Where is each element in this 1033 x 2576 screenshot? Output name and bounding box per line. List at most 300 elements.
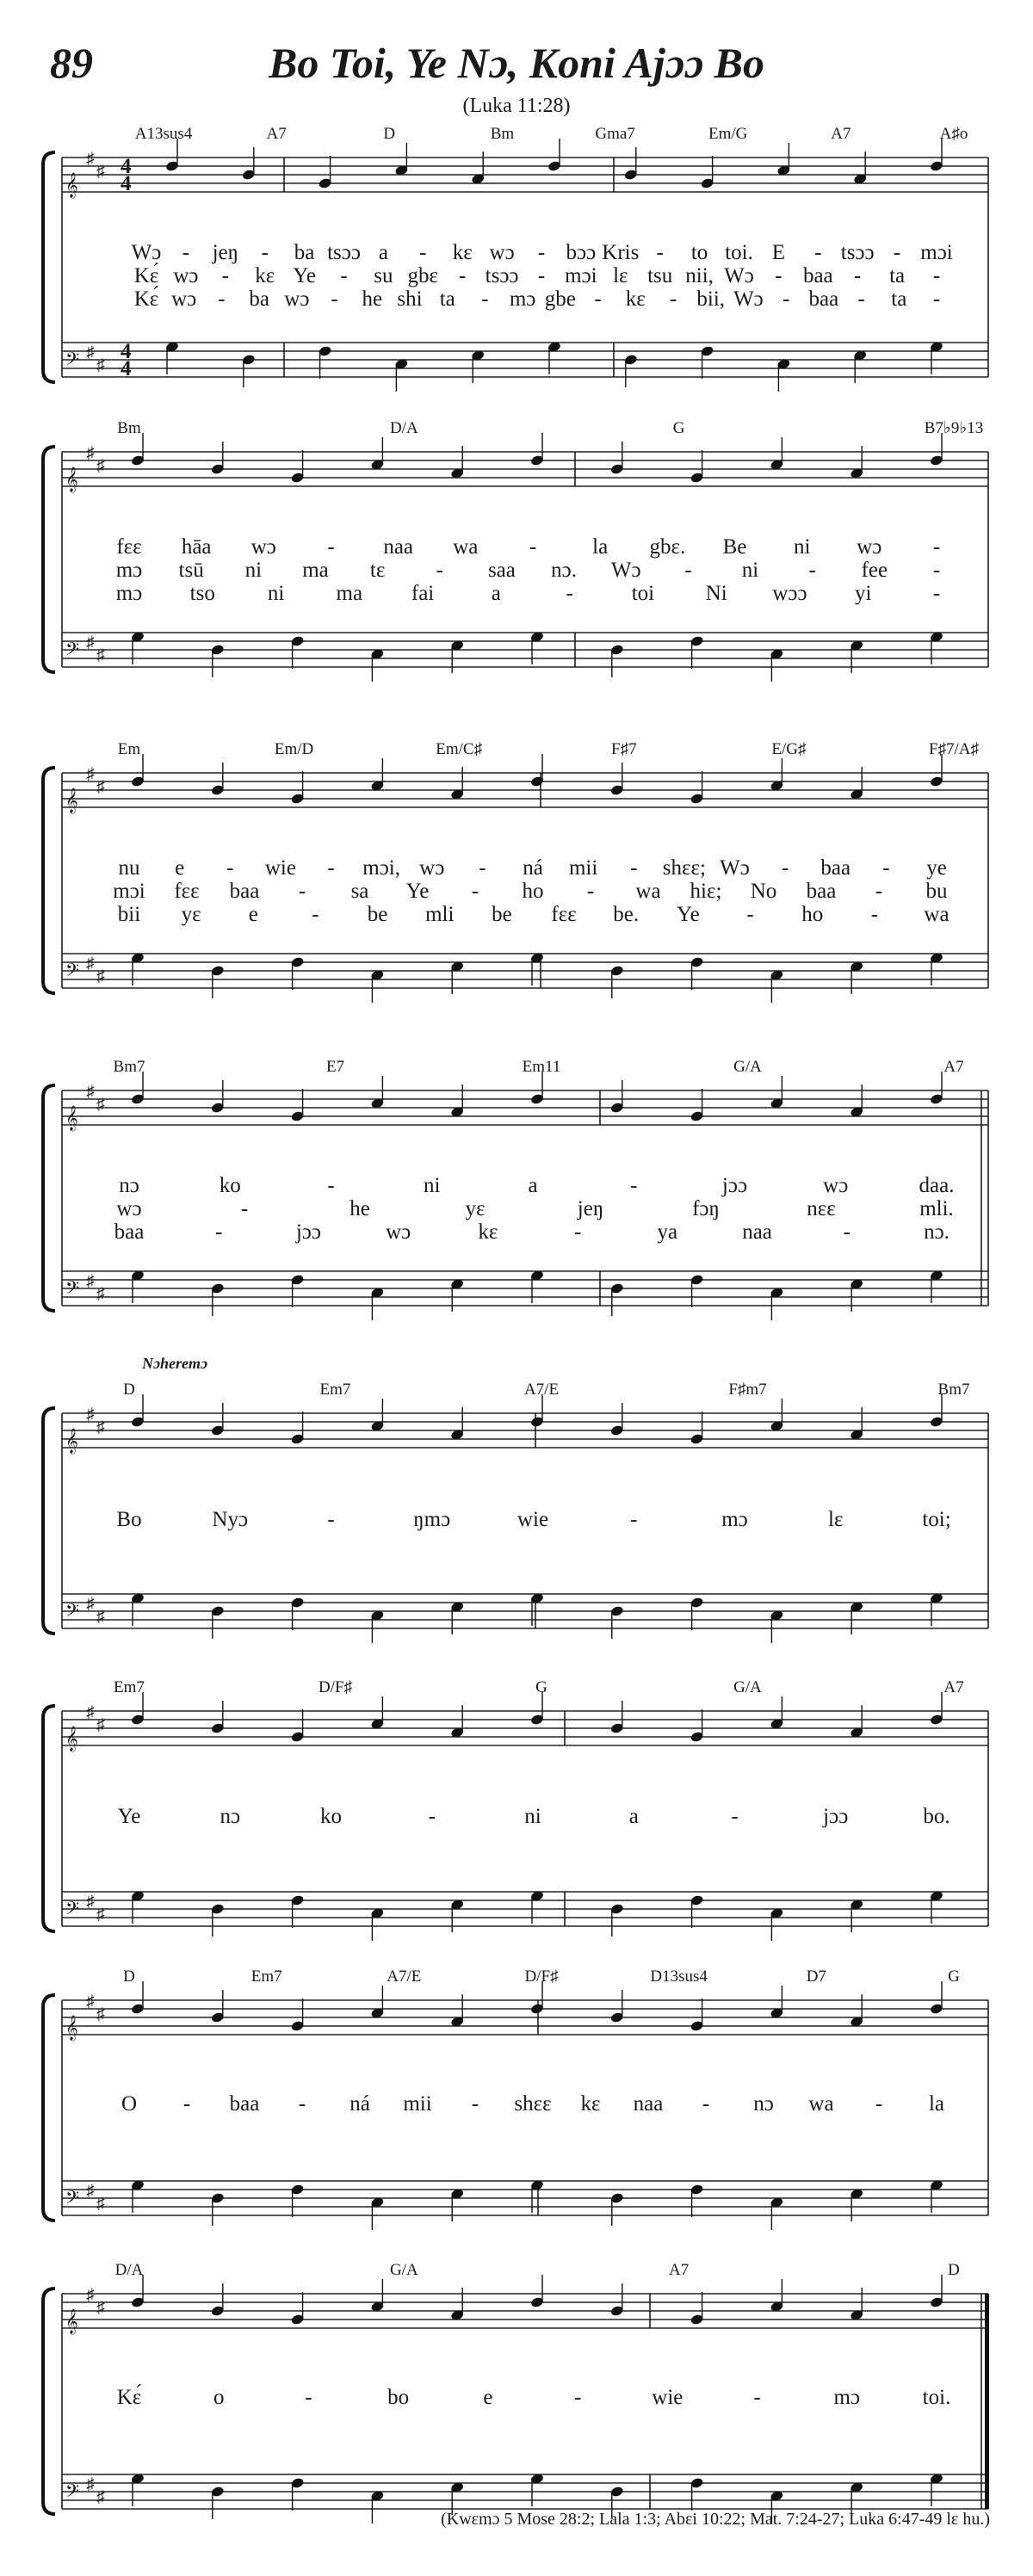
sys1-lyric-syllable: gbɛ <box>407 264 439 287</box>
sys1-time-signature: 4 <box>121 340 132 363</box>
sys3-lyric-syllable: be <box>492 903 512 926</box>
sys3-lyric-syllable: No <box>750 880 777 903</box>
sys3-bass-clef: 𝄢 <box>65 961 80 985</box>
sys6-key-signature: ♯ <box>96 1906 105 1924</box>
sys1-lyric-syllable: - <box>669 287 677 311</box>
sys1-key-signature: ♯ <box>86 343 95 361</box>
sys4-lyric-syllable: a <box>528 1174 538 1197</box>
sys1-lyric-syllable: shi <box>397 287 423 311</box>
sys2-bracket <box>43 447 55 672</box>
sys2-lyric-syllable: ni <box>267 582 285 605</box>
sys5-chord-symbol: Em7 <box>319 1381 351 1399</box>
sys4-lyric-syllable: daa. <box>919 1174 955 1197</box>
sys4-lyric-syllable: jeŋ <box>577 1197 604 1220</box>
sys6-key-signature: ♯ <box>96 1716 105 1734</box>
sys8-chord-symbol: D/A <box>114 2261 144 2279</box>
sys6-chord-symbol: Em7 <box>114 1678 145 1696</box>
sys3-lyric-syllable: Ye <box>677 903 700 926</box>
sys8-chord-symbol: A7 <box>669 2261 690 2279</box>
sys7-lyric-syllable: wa <box>808 2092 834 2116</box>
sys4-chord-symbol: E7 <box>325 1058 345 1076</box>
sys1-lyric-syllable: ba <box>294 241 315 264</box>
sys1-time-signature: 4 <box>121 155 132 178</box>
sys4-lyric-syllable: - <box>843 1220 851 1244</box>
sys4-key-signature: ♯ <box>86 1272 95 1290</box>
sys5-key-signature: ♯ <box>86 1595 95 1613</box>
sys1-lyric-syllable: a <box>378 241 388 264</box>
sys3-lyric-syllable: Wɔ <box>720 856 750 880</box>
sys1-lyric-syllable: - <box>340 264 348 287</box>
sys1-lyric-syllable: - <box>814 241 822 264</box>
sys1-lyric-syllable: wɔ <box>284 287 310 311</box>
sys1-lyric-syllable: - <box>481 287 489 311</box>
sys2-lyric-syllable: - <box>436 559 443 582</box>
sys1-lyric-syllable: kɛ <box>625 287 646 311</box>
sys6-key-signature: ♯ <box>86 1893 95 1911</box>
sys3-lyric-syllable: e <box>248 903 258 926</box>
section-label: Nɔheremɔ <box>142 1355 207 1372</box>
sys1-lyric-syllable: - <box>782 287 790 311</box>
sys4-lyric-syllable: - <box>240 1197 249 1220</box>
sys3-lyric-syllable: sa <box>350 880 369 903</box>
sys1-lyric-syllable: - <box>459 264 467 287</box>
footer-references: (Kwɛmɔ 5 Mose 28:2; Lala 1:3; Abɛi 10:22; Mat. 7:24-27; Luka 6:47-49 lɛ hu.) <box>441 2510 990 2529</box>
sys2-lyric-syllable: hāa <box>181 535 212 559</box>
sys2-lyric-syllable: a <box>491 582 501 605</box>
sys5-lyric-syllable: - <box>630 1508 638 1531</box>
sys8-lyric-syllable: o <box>213 2386 225 2409</box>
sys1-time-signature: 4 <box>121 357 132 380</box>
sys3-lyric-syllable: ná <box>523 856 543 880</box>
sys4-lyric-syllable: yɛ <box>465 1197 486 1220</box>
sys8-lyric-syllable: - <box>305 2386 312 2409</box>
sys1-lyric-syllable: lɛ <box>613 264 628 287</box>
sys1-lyric-syllable: - <box>775 264 782 287</box>
sys1-treble-clef: 𝄞 <box>65 174 78 197</box>
sys2-lyric-syllable: wɔɔ <box>772 582 807 605</box>
sys4-lyric-syllable: - <box>573 1220 582 1244</box>
sys2-lyric-syllable: saa <box>487 559 516 582</box>
sys3-lyric-syllable: ho <box>522 880 544 903</box>
sys3-lyric-syllable: Ye <box>405 880 430 903</box>
sys1-lyric-syllable: - <box>218 287 226 311</box>
sys5-bass-clef: 𝄢 <box>65 1602 80 1625</box>
sys2-lyric-syllable: tɛ <box>369 559 386 582</box>
sys3-lyric-syllable: fɛɛ <box>174 880 200 903</box>
sys5-chord-symbol: F♯m7 <box>728 1381 767 1399</box>
sys1-lyric-syllable: gbe <box>544 287 576 311</box>
sys2-lyric-syllable: - <box>932 559 941 582</box>
sys7-chord-symbol: D13sus4 <box>650 1968 708 1986</box>
sys3-key-signature: ♯ <box>96 778 105 796</box>
sys3-bracket <box>43 768 55 993</box>
sys2-lyric-syllable: Ni <box>705 582 727 605</box>
sys3-lyric-syllable: - <box>781 856 789 880</box>
sys1-lyric-syllable: - <box>419 241 427 264</box>
sys4-lyric-syllable: he <box>349 1197 370 1220</box>
sys2-lyric-syllable: - <box>932 535 941 559</box>
sys6-lyric-syllable: - <box>731 1805 739 1828</box>
sys7-lyric-syllable: nɔ <box>753 2092 774 2116</box>
sys2-lyric-syllable: ma <box>302 559 329 582</box>
sys1-lyric-syllable: bɔɔ <box>566 241 597 264</box>
sys5-chord-symbol: Bm7 <box>937 1381 970 1399</box>
sys1-lyric-syllable: - <box>656 241 664 264</box>
scripture-reference: (Luka 11:28) <box>462 95 571 117</box>
sys2-lyric-syllable: Wɔ <box>610 559 641 582</box>
sys1-lyric-syllable: - <box>537 241 546 264</box>
sys3-chord-symbol: Em/D <box>274 740 314 758</box>
sys1-lyric-syllable: Ye <box>293 264 316 287</box>
sys1-chord-symbol: A7 <box>831 125 851 143</box>
sys5-lyric-syllable: toi; <box>922 1508 951 1531</box>
sys1-lyric-syllable: - <box>857 287 865 311</box>
sys3-chord-symbol: Em <box>117 740 141 758</box>
sys6-lyric-syllable: bo. <box>923 1805 950 1828</box>
sys5-treble-clef: 𝄞 <box>65 1430 78 1453</box>
sys6-chord-symbol: G/A <box>733 1678 762 1696</box>
sys4-chord-symbol: Em11 <box>522 1058 561 1076</box>
sys3-lyric-syllable: - <box>298 880 306 903</box>
sys4-lyric-syllable: - <box>215 1220 223 1244</box>
sys7-chord-symbol: D7 <box>806 1968 826 1986</box>
sys4-lyric-syllable: wɔ <box>386 1220 411 1244</box>
sys3-lyric-syllable: be <box>367 903 388 926</box>
sys3-chord-symbol: F♯7/A♯ <box>928 740 980 758</box>
sys1-lyric-syllable: E <box>771 241 786 264</box>
sys1-lyric-syllable: baa <box>802 264 833 287</box>
sys6-lyric-syllable: ko <box>320 1805 342 1828</box>
sys3-lyric-syllable: - <box>630 856 638 880</box>
sys3-lyric-syllable: - <box>586 880 595 903</box>
sys8-lyric-syllable: bo <box>387 2386 410 2409</box>
sys1-lyric-syllable: ta <box>889 264 906 287</box>
sys3-lyric-syllable: - <box>746 903 754 926</box>
sys1-lyric-syllable: he <box>362 287 383 311</box>
sys2-chord-symbol: G <box>672 419 685 437</box>
sys2-lyric-syllable: naa <box>383 535 414 559</box>
sys4-key-signature: ♯ <box>96 1285 105 1303</box>
sys1-lyric-syllable: jeŋ <box>212 241 239 264</box>
sys7-lyric-syllable: - <box>875 2092 883 2116</box>
sys3-lyric-syllable: fɛɛ <box>551 903 577 926</box>
sys7-lyric-syllable: naa <box>633 2092 664 2116</box>
sys2-lyric-syllable: ni <box>793 535 811 559</box>
sys2-lyric-syllable: fai <box>411 582 435 605</box>
sys1-lyric-syllable: tsu <box>647 264 673 287</box>
sys3-lyric-syllable: bii <box>117 903 141 926</box>
sys2-treble-clef: 𝄞 <box>65 468 78 491</box>
sys1-chord-symbol: Gma7 <box>595 125 635 143</box>
sys7-bracket <box>43 1995 55 2221</box>
sys1-lyric-syllable: - <box>594 287 602 311</box>
sys2-lyric-syllable: yi <box>855 582 872 605</box>
sys7-chord-symbol: A7/E <box>387 1968 422 1986</box>
sys4-chord-symbol: Bm7 <box>113 1058 145 1076</box>
sys5-lyric-syllable: Nyɔ <box>212 1508 249 1531</box>
sys1-lyric-syllable: - <box>932 264 941 287</box>
sys2-key-signature: ♯ <box>96 646 105 664</box>
sys8-lyric-syllable: - <box>573 2386 582 2409</box>
sys3-lyric-syllable: wie <box>264 856 296 880</box>
sys3-lyric-syllable: nu <box>118 856 140 880</box>
sys6-lyric-syllable: ni <box>524 1805 541 1828</box>
sys6-lyric-syllable: - <box>428 1805 436 1828</box>
sys3-lyric-syllable: - <box>479 856 486 880</box>
sys5-lyric-syllable: Bo <box>116 1508 142 1531</box>
sys3-lyric-syllable: ho <box>801 903 824 926</box>
sys7-lyric-syllable: O <box>121 2092 138 2116</box>
sys2-lyric-syllable: - <box>932 582 941 605</box>
sys2-lyric-syllable: nɔ. <box>551 559 578 582</box>
sys1-lyric-syllable: Kɛ́ <box>133 287 159 311</box>
sys4-chord-symbol: A7 <box>943 1058 964 1076</box>
sys1-lyric-syllable: tsɔɔ <box>327 241 361 264</box>
sys4-bass-clef: 𝄢 <box>65 1279 80 1302</box>
song-number: 89 <box>50 39 93 87</box>
sys2-key-signature: ♯ <box>86 444 95 462</box>
sys1-lyric-syllable: - <box>893 241 901 264</box>
sys8-chord-symbol: G/A <box>389 2261 418 2279</box>
sys5-lyric-syllable: lɛ <box>828 1508 844 1531</box>
sys2-lyric-syllable: fee <box>861 559 888 582</box>
sys7-treble-clef: 𝄞 <box>65 2017 78 2040</box>
sys2-lyric-syllable: tsū <box>178 559 204 582</box>
sys1-lyric-syllable: wɔ <box>173 264 199 287</box>
sys7-key-signature: ♯ <box>86 2182 95 2200</box>
sys1-lyric-syllable: Kɛ́ <box>133 264 159 287</box>
sys3-lyric-syllable: - <box>875 880 883 903</box>
sys4-lyric-syllable: jɔɔ <box>295 1220 322 1244</box>
sys8-final-barline <box>985 2294 989 2509</box>
sys3-lyric-syllable: be. <box>613 903 640 926</box>
sys8-bracket <box>43 2289 55 2514</box>
sys5-key-signature: ♯ <box>96 1418 105 1436</box>
sys4-lyric-syllable: nɔ <box>119 1174 139 1197</box>
sys7-lyric-syllable: ná <box>349 2092 370 2116</box>
sys3-key-signature: ♯ <box>86 765 95 783</box>
sys2-lyric-syllable: mɔ <box>115 559 143 582</box>
sys1-lyric-syllable: - <box>261 241 269 264</box>
sys6-chord-symbol: G <box>535 1678 547 1696</box>
sys6-chord-symbol: A7 <box>943 1678 964 1696</box>
sys1-lyric-syllable: nii, <box>685 264 714 287</box>
sys8-lyric-syllable: toi. <box>922 2386 951 2409</box>
sys1-lyric-syllable: baa <box>808 287 839 311</box>
sys2-lyric-syllable: fɛɛ <box>116 535 142 559</box>
sys7-chord-symbol: Em7 <box>251 1968 282 1986</box>
sys5-chord-symbol: D <box>123 1381 135 1399</box>
sys4-key-signature: ♯ <box>86 1083 95 1101</box>
sys8-lyric-syllable: mɔ <box>833 2386 861 2409</box>
sys7-lyric-syllable: - <box>298 2092 306 2116</box>
sys1-key-signature: ♯ <box>96 356 105 374</box>
sys4-lyric-syllable: wɔ <box>823 1174 849 1197</box>
sys4-lyric-syllable: ni <box>424 1174 441 1197</box>
sys3-lyric-syllable: mɔi <box>113 880 145 903</box>
sys2-lyric-syllable: tso <box>189 582 215 605</box>
sys2-lyric-syllable: - <box>529 535 537 559</box>
sys4-lyric-syllable: mli. <box>919 1197 954 1220</box>
sys1-lyric-syllable: - <box>854 264 862 287</box>
sys1-chord-symbol: A7 <box>266 125 287 143</box>
sys4-lyric-syllable: naa <box>742 1220 772 1244</box>
sys6-lyric-syllable: Ye <box>117 1805 141 1828</box>
sys3-lyric-syllable: baa <box>820 856 851 880</box>
sys7-lyric-syllable: - <box>471 2092 479 2116</box>
sys6-bass-clef: 𝄢 <box>65 1900 80 1923</box>
sys3-key-signature: ♯ <box>86 954 95 973</box>
sys1-chord-symbol: A13sus4 <box>134 125 193 143</box>
sys5-lyric-syllable: - <box>327 1508 335 1531</box>
sys4-lyric-syllable: - <box>630 1174 638 1197</box>
sys1-lyric-syllable: wɔ <box>171 287 197 311</box>
sys7-chord-symbol: D <box>123 1968 135 1986</box>
sys8-key-signature: ♯ <box>86 2286 95 2304</box>
sys2-lyric-syllable: gbɛ. <box>649 535 686 559</box>
sys1-bass-clef: 𝄢 <box>65 350 80 374</box>
sys8-chord-symbol: D <box>948 2261 960 2279</box>
sys1-lyric-syllable: Kris <box>602 241 640 264</box>
sys7-lyric-syllable: - <box>702 2092 710 2116</box>
sys1-chord-symbol: D <box>383 125 396 143</box>
sys3-lyric-syllable: wa <box>924 903 949 926</box>
sys7-lyric-syllable: baa <box>229 2092 260 2116</box>
sys1-chord-symbol: Em/G <box>708 125 748 143</box>
sys3-lyric-syllable: hiɛ; <box>690 880 722 903</box>
sys1-lyric-syllable: - <box>932 287 941 311</box>
sys2-lyric-syllable: la <box>592 535 609 559</box>
song-title: Bo Toi, Ye Nɔ, Koni Ajɔɔ Bo <box>269 39 764 87</box>
sys3-lyric-syllable: - <box>226 856 234 880</box>
sys6-lyric-syllable: jɔɔ <box>823 1805 849 1828</box>
sys4-lyric-syllable: fɔŋ <box>692 1197 720 1220</box>
sys1-lyric-syllable: - <box>331 287 338 311</box>
sys2-lyric-syllable: wɔ <box>251 535 276 559</box>
sys4-key-signature: ♯ <box>96 1096 105 1114</box>
sys3-lyric-syllable: ye <box>926 856 947 880</box>
sys7-key-signature: ♯ <box>86 1992 95 2011</box>
sys7-chord-symbol: D/F♯ <box>524 1968 559 1986</box>
sys7-key-signature: ♯ <box>96 2195 105 2213</box>
sys2-lyric-syllable: - <box>684 559 692 582</box>
sys3-lyric-syllable: - <box>870 903 879 926</box>
sys1-lyric-syllable: tsɔɔ <box>840 241 875 264</box>
sys3-lyric-syllable: shɛɛ; <box>662 856 706 880</box>
sys2-lyric-syllable: ni <box>741 559 759 582</box>
sys2-lyric-syllable: mɔ <box>115 582 143 605</box>
sys3-lyric-syllable: baa <box>229 880 260 903</box>
sys1-lyric-syllable: kɛ <box>452 241 473 264</box>
sys2-lyric-syllable: ni <box>244 559 263 582</box>
sys1-key-signature: ♯ <box>86 150 95 168</box>
sys4-bracket <box>43 1085 55 1311</box>
sys3-lyric-syllable: baa <box>806 880 837 903</box>
sys3-lyric-syllable: bu <box>925 880 948 903</box>
sys1-chord-symbol: Bm <box>490 125 515 143</box>
sys5-bracket <box>43 1408 55 1634</box>
sys1-bracket <box>43 152 55 382</box>
sys4-lyric-syllable: wɔ <box>116 1197 142 1220</box>
sys2-lyric-syllable: wɔ <box>857 535 882 559</box>
sys2-lyric-syllable: - <box>808 559 816 582</box>
sys5-chord-symbol: A7/E <box>523 1381 560 1399</box>
sys1-lyric-syllable: kɛ <box>255 264 275 287</box>
sys2-lyric-syllable: - <box>566 582 573 605</box>
sys5-lyric-syllable: mɔ <box>721 1508 748 1531</box>
sys1-lyric-syllable: mɔi <box>920 241 953 264</box>
sys1-key-signature: ♯ <box>96 163 105 181</box>
sys1-lyric-syllable: mɔi <box>565 264 597 287</box>
sys2-chord-symbol: Bm <box>117 419 141 437</box>
sys8-treble-clef: 𝄞 <box>65 2310 78 2333</box>
sys1-lyric-syllable: - <box>221 264 229 287</box>
sys7-key-signature: ♯ <box>96 2005 105 2023</box>
sys4-lyric-syllable: baa <box>114 1220 145 1244</box>
sys8-key-signature: ♯ <box>96 2299 105 2317</box>
sys3-lyric-syllable: - <box>327 856 335 880</box>
sys1-lyric-syllable: ta <box>891 287 907 311</box>
sys8-lyric-syllable: e <box>483 2386 493 2409</box>
sys1-lyric-syllable: - <box>182 241 190 264</box>
sys1-lyric-syllable: Wɔ <box>131 241 162 264</box>
sys1-lyric-syllable: ba <box>249 287 269 311</box>
sys2-key-signature: ♯ <box>86 633 95 652</box>
sys3-lyric-syllable: wa <box>635 880 661 903</box>
sys4-chord-symbol: G/A <box>733 1058 762 1076</box>
sys6-key-signature: ♯ <box>86 1703 95 1721</box>
sys6-treble-clef: 𝄞 <box>65 1727 78 1751</box>
sys8-lyric-syllable: wie <box>652 2386 684 2409</box>
sys4-lyric-syllable: nɔ. <box>924 1220 949 1244</box>
sys2-lyric-syllable: - <box>327 535 335 559</box>
sys2-chord-symbol: D/A <box>389 419 418 437</box>
sys3-lyric-syllable: - <box>312 903 319 926</box>
sys3-chord-symbol: F♯7 <box>611 740 637 758</box>
sys6-chord-symbol: D/F♯ <box>318 1678 353 1696</box>
sys1-lyric-syllable: Wɔ <box>733 287 764 311</box>
sys6-lyric-syllable: nɔ <box>220 1805 241 1828</box>
sys6-bracket <box>43 1706 55 1931</box>
sys5-lyric-syllable: wie <box>516 1508 549 1531</box>
sys3-lyric-syllable: e <box>175 856 185 880</box>
sys7-lyric-syllable: kɛ <box>580 2092 601 2116</box>
sys2-lyric-syllable: toi <box>631 582 655 605</box>
sys5-key-signature: ♯ <box>86 1405 95 1424</box>
sys2-lyric-syllable: ma <box>336 582 363 605</box>
sys3-lyric-syllable: mli <box>425 903 455 926</box>
sys8-lyric-syllable: - <box>753 2386 761 2409</box>
sys1-lyric-syllable: to <box>690 241 708 264</box>
sys4-lyric-syllable: - <box>327 1174 335 1197</box>
sys3-lyric-syllable: mii <box>568 856 598 880</box>
sys7-lyric-syllable: la <box>928 2092 945 2116</box>
sys3-chord-symbol: E/G♯ <box>771 740 807 758</box>
sys8-key-signature: ♯ <box>96 2488 105 2506</box>
sys1-lyric-syllable: Wɔ <box>724 264 754 287</box>
sys8-key-signature: ♯ <box>86 2475 95 2493</box>
sys4-treble-clef: 𝄞 <box>65 1107 78 1130</box>
sys4-lyric-syllable: kɛ <box>478 1220 498 1244</box>
sys7-lyric-syllable: - <box>182 2092 191 2116</box>
sys3-chord-symbol: Em/C♯ <box>436 740 483 758</box>
sys7-lyric-syllable: shɛɛ <box>514 2092 552 2116</box>
sys1-lyric-syllable: wɔ <box>489 241 515 264</box>
sys6-lyric-syllable: a <box>628 1805 639 1828</box>
sys1-time-signature: 4 <box>121 172 132 195</box>
sys5-key-signature: ♯ <box>96 1608 105 1626</box>
sys1-lyric-syllable: su <box>374 264 393 287</box>
